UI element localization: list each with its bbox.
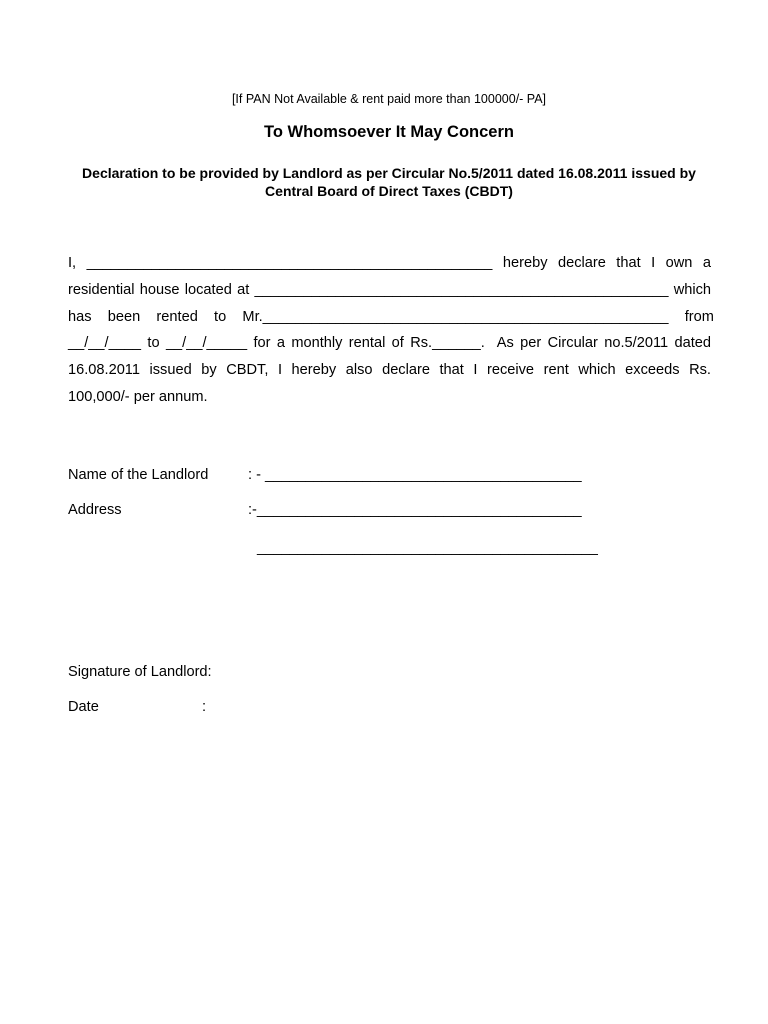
declaration-line-1: I, __________________________________________________ hereby declare that I own a	[68, 255, 711, 271]
declaration-paragraph	[68, 250, 714, 411]
declaration-line-4: __/__/____ to __/__/_____ for a monthly rental of Rs.______. As per Circular no.5/2011 dated	[68, 335, 711, 352]
address-label: Address	[68, 502, 122, 518]
signature-label: Signature of Landlord:	[68, 664, 212, 680]
declaration-line-6: 100,000/- per annum.	[68, 388, 208, 405]
date-label: Date	[68, 699, 99, 715]
document-subtitle: Declaration to be provided by Landlord as per Circular No.5/2011 dated 16.08.2011 issued by Central Board of Direct Taxes (CBDT)	[82, 165, 696, 199]
date-field[interactable]: :	[202, 699, 207, 715]
declaration-line-5: 16.08.2011 issued by CBDT, I hereby also declare that I receive rent which exceeds Rs.	[68, 362, 711, 379]
address-field-line-2[interactable]: __________________________________________	[257, 540, 598, 556]
pan-note: [If PAN Not Available & rent paid more than 100000/- PA]	[231, 92, 547, 106]
landlord-name-field[interactable]: : - _______________________________________	[248, 467, 582, 483]
declaration-line-3: has been rented to Mr.__________________________________________________ from	[68, 308, 714, 325]
document-title: To Whomsoever It May Concern	[264, 123, 514, 141]
landlord-name-label: Name of the Landlord	[68, 467, 209, 483]
declaration-line-2: residential house located at ___________________________________________________ which	[68, 281, 711, 298]
address-field[interactable]: :-________________________________________	[248, 502, 582, 518]
